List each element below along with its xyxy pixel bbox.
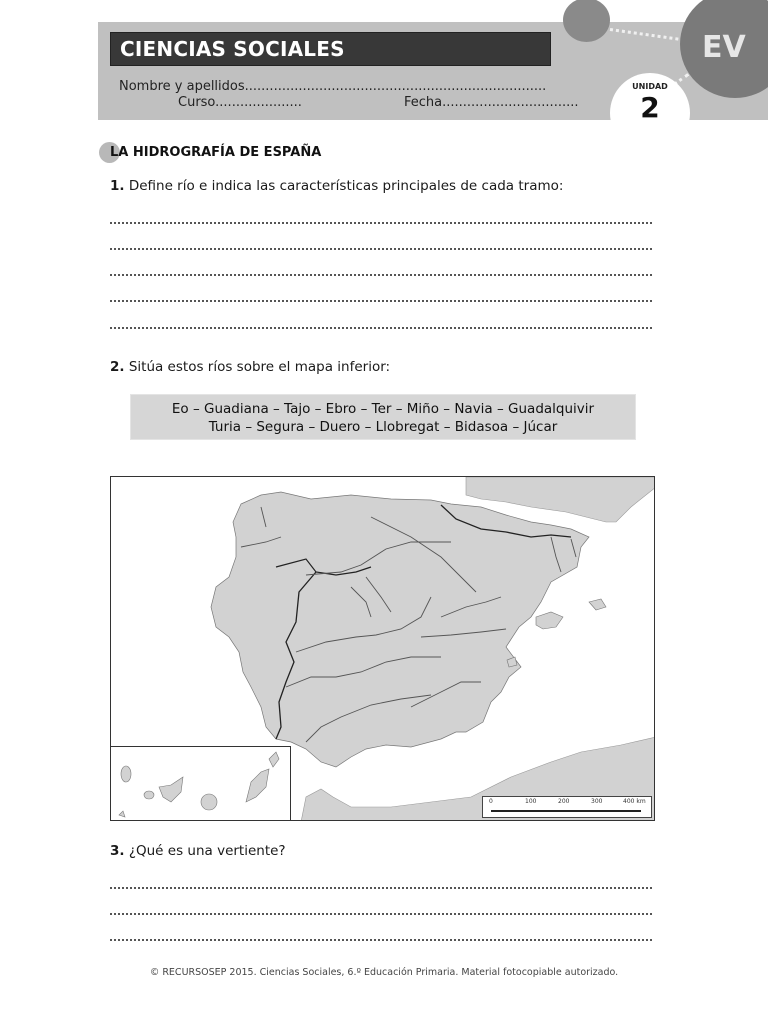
question-text: Sitúa estos ríos sobre el mapa inferior: [128,359,391,375]
decorative-circle [563,0,610,42]
unit-label: UNIDAD [632,82,668,91]
question-text: ¿Qué es una vertiente? [128,843,286,859]
badge-text: EV [702,30,746,65]
answer-line[interactable] [110,913,652,915]
rivers-line-2: Turia – Segura – Duero – Llobregat – Bidasoa – Júcar [208,419,558,435]
copyright-footer: © RECURSOSEP 2015. Ciencias Sociales, 6.º Educación Primaria. Material fotocopiable autorizado. [149,967,619,978]
rivers-line-1: Eo – Guadiana – Tajo – Ebro – Ter – Miño – Navia – Guadalquivir [171,401,595,417]
section-title: LA HIDROGRAFÍA DE ESPAÑA [110,145,322,160]
answer-line[interactable] [110,300,652,302]
answer-line[interactable] [110,248,652,250]
question-number: 3. [110,843,125,859]
scale-bar [491,810,641,812]
scale-label: 100 [525,798,537,805]
subject-title: CIENCIAS SOCIALES [120,37,345,61]
question-3 [110,843,286,859]
unit-number: 2 [640,91,660,124]
canary-islands-inset [111,746,291,821]
canary-islands-graphic [111,747,290,821]
question-number: 1. [110,178,125,194]
question-number: 2. [110,359,125,375]
course-field[interactable]: Curso..................... [178,95,302,110]
answer-line[interactable] [110,274,652,276]
map-scale [482,796,652,818]
iberian-peninsula-map[interactable] [110,476,655,821]
answer-line[interactable] [110,222,652,224]
name-field[interactable]: Nombre y apellidos......................................................................... [119,79,547,94]
scale-label: 0 [489,798,493,805]
question-2 [110,359,390,375]
answer-line[interactable] [110,939,652,941]
scale-label: 300 [591,798,603,805]
answer-line[interactable] [110,327,652,329]
scale-label: 200 [558,798,570,805]
unit-badge [610,73,690,153]
answer-line[interactable] [110,887,652,889]
rivers-list-box [130,394,636,440]
date-field[interactable]: Fecha................................. [404,95,579,110]
subject-title-bar [110,32,551,66]
question-text: Define río e indica las características principales de cada tramo: [128,178,564,194]
scale-label: 400 km [623,798,646,805]
question-1 [110,178,563,194]
